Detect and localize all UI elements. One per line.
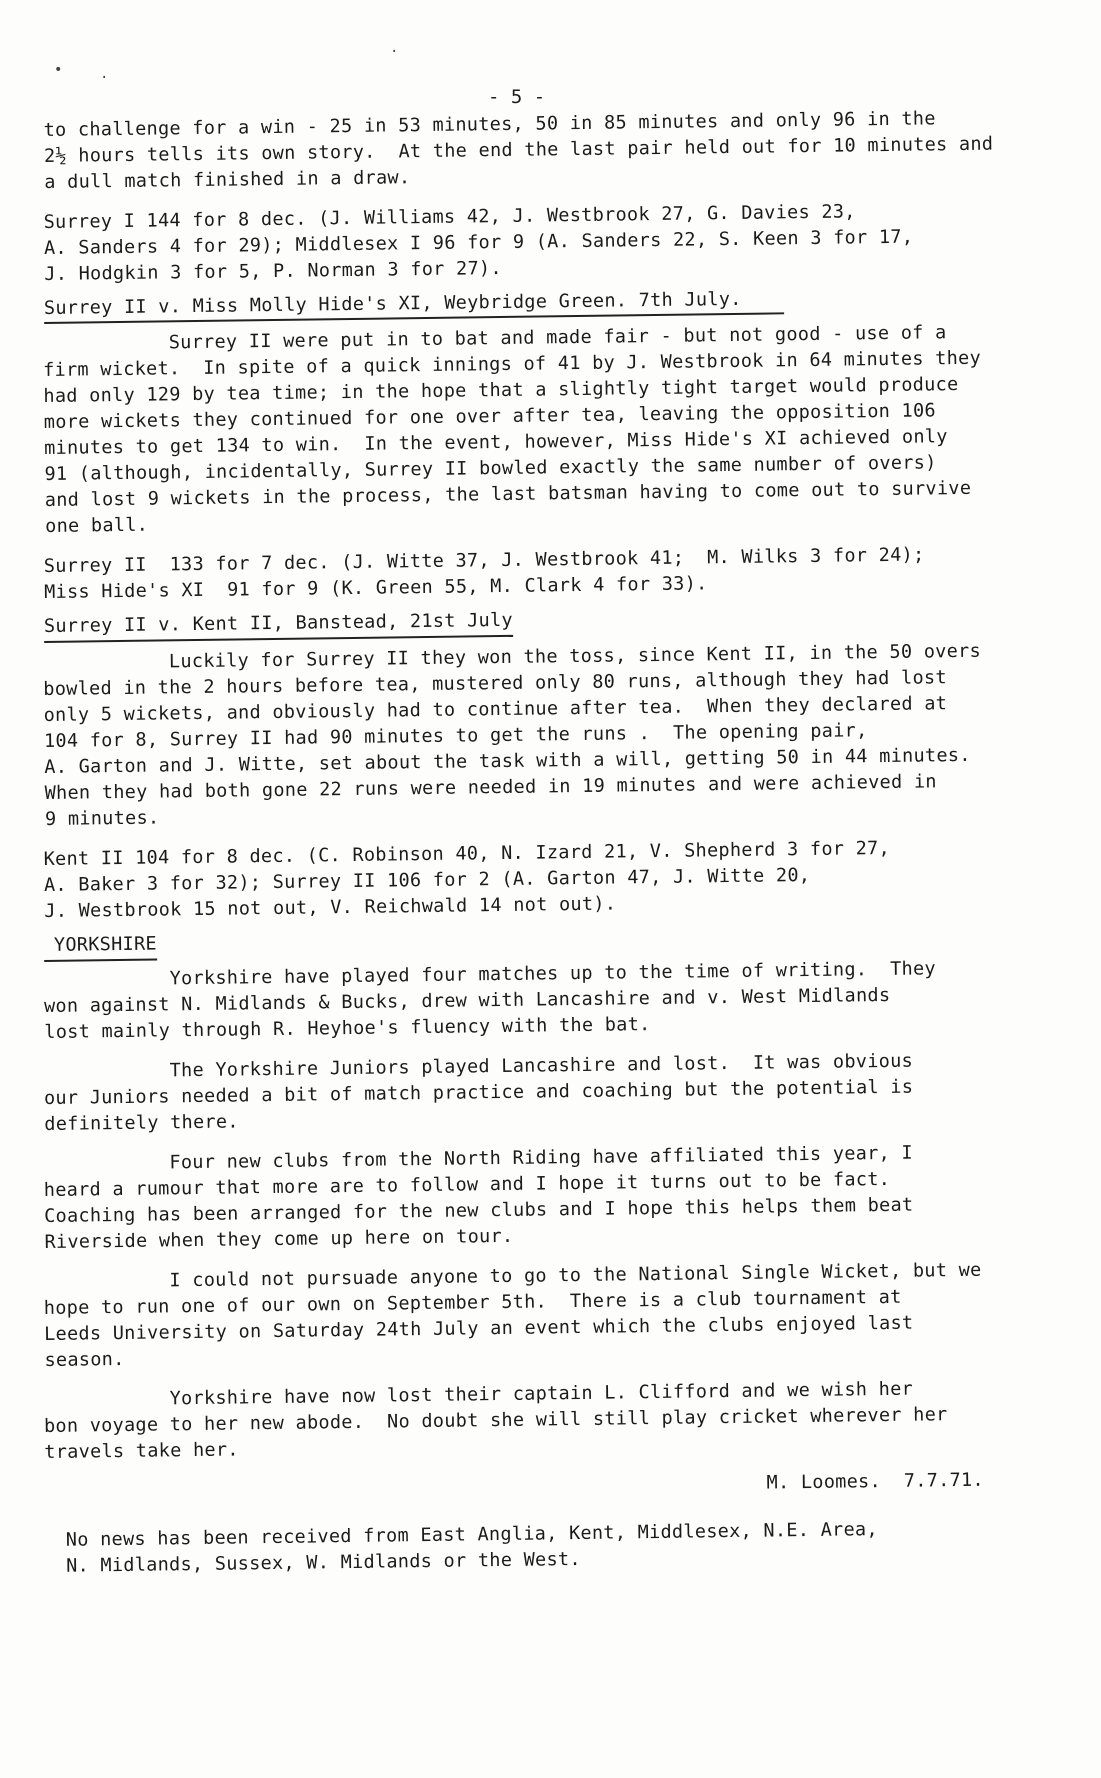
intro-paragraph: to challenge for a win - 25 in 53 minutes, 50 in 85 minutes and only 96 in the 2½ hours tells its own story. At the end the last pair held out for 10 minutes and a dull match finished in a draw. (43, 108, 994, 193)
scan-speck: · (390, 44, 399, 60)
match-scores: Surrey II 133 for 7 dec. (J. Witte 37, J. Westbrook 41; M. Wilks 3 for 24); Miss Hide's XI 91 for 9 (K. Green 55, M. Clark 4 for 33). (43, 544, 925, 603)
yorkshire-paragraph: The Yorkshire Juniors played Lancashire and lost. It was obvious our Juniors needed a bit of match practice and coaching but the potential is definitely there. (43, 1050, 914, 1135)
document-body (43, 108, 1004, 1580)
yorkshire-paragraph: Yorkshire have now lost their captain L. Clifford and we wish her bon voyage to her new abode. No doubt she will still play cricket wherever her travels take her. (43, 1378, 948, 1463)
match-scores: Kent II 104 for 8 dec. (C. Robinson 40, N. Izard 21, V. Shepherd 3 for 27, A. Baker 3 for 32); Surrey II 106 for 2 (A. Garton 47, J. Witte 20, J. Westbrook 15 not out, V. Reichwald 14 not out). (43, 837, 891, 922)
county-heading: YORKSHIRE (44, 932, 157, 962)
no-news-note: No news has been received from East Anglia, Kent, Middlesex, N.E. Area, N. Midlands, Sussex, W. Midlands or the West. (65, 1519, 878, 1577)
scan-speck: • (54, 62, 63, 78)
yorkshire-paragraph: Yorkshire have played four matches up to the time of writing. They won against N. Midlands & Bucks, drew with Lancashire and v. West Midlands lost mainly through R. Heyhoe's fluency with the bat. (43, 958, 937, 1043)
match-report-paragraph: Surrey II were put in to bat and made fair - but not good - use of a firm wicket. In spite of a quick innings of 41 by J. Westbrook in 64 minutes they had only 129 by tea time; in the hope that a slightly tight target would produce more wickets they continued for one over after tea, leaving the opposition 106 minutes to get 134 to win. In the event, however, Miss Hide's XI achieved only 91 (although, incidentally, Surrey II bowled exactly the same number of overs) and lost 9 wickets in the process, the last batsman having to come out to survive one ball. (43, 322, 982, 537)
scan-speck: · (100, 70, 109, 86)
match-heading: Surrey II v. Kent II, Banstead, 21st July (44, 608, 513, 643)
surrey-i-scores: Surrey I 144 for 8 dec. (J. Williams 42, J. Westbrook 27, G. Davies 23, A. Sanders 4 for 29); Middlesex I 96 for 9 (A. Sanders 22, S. Keen 3 for 17, J. Hodgkin 3 for 5, P. Norman 3 for 27). (43, 201, 914, 285)
yorkshire-paragraph: Four new clubs from the North Riding have affiliated this year, I heard a rumour that more are to follow and I hope it turns out to be fact. Coaching has been arranged for the new clubs and I hope this helps them beat Riverside when they come up here on tour. (43, 1142, 914, 1253)
match-heading: Surrey II v. Miss Molly Hide's XI, Weybridge Green. 7th July. (44, 286, 784, 324)
match-report-paragraph: Luckily for Surrey II they won the toss, since Kent II, in the 50 overs bowled in the 2 hours before tea, mustered only 80 runs, although they had lost only 5 wickets, and obviously had to continue after tea. When they declared at 104 for 8, Surrey II had 90 minutes to get the runs . The opening pair, A. Garton and J. Witte, set about the task with a will, getting 50 in 44 minutes. When they had both gone 22 runs were needed in 19 minutes and were achieved in 9 minutes. (43, 640, 982, 830)
signature: M. Loomes. 7.7.71. (766, 1469, 985, 1494)
yorkshire-paragraph: I could not pursuade anyone to go to the National Single Wicket, but we hope to run one of our own on September 5th. There is a club tournament at Leeds University on Saturday 24th July an event which the clubs enjoyed last season. (43, 1259, 982, 1371)
page-number: - 5 - (488, 86, 546, 108)
